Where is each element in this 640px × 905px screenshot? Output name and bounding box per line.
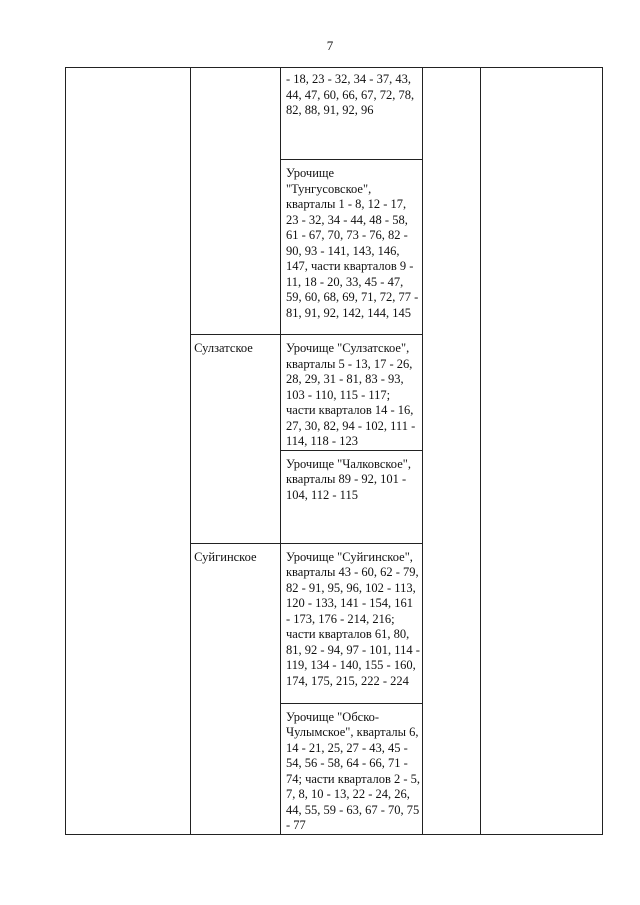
empty-cell (423, 68, 481, 835)
tract-description: Урочище "Сулзатское", кварталы 5 - 13, 17 - 26, 28, 29, 31 - 81, 83 - 93, 103 - 110, 115 - 117; части кварталов 14 - 16, 27, 30, 82, 94 - 102, 111 - 114, 118 - 123 (285, 341, 416, 448)
forestry-cell (191, 543, 281, 834)
forestry-name: Сулзатское (194, 341, 253, 355)
empty-cell (480, 68, 602, 835)
page-number: 7 (326, 38, 334, 53)
description-cell (280, 703, 422, 834)
table-row (66, 68, 603, 160)
tract-description: - 18, 23 - 32, 34 - 37, 43, 44, 47, 60, 66, 67, 72, 78, 82, 88, 91, 92, 96 (285, 72, 415, 117)
forestry-cell (191, 68, 281, 335)
tract-description: Урочище "Чалковское", кварталы 89 - 92, 101 - 104, 112 - 115 (285, 456, 411, 502)
description-cell (280, 335, 422, 451)
forest-areas-table (65, 67, 603, 835)
forestry-cell (191, 335, 281, 544)
description-cell (280, 543, 422, 703)
region-cell (66, 68, 191, 835)
tract-description: Урочище "Суйгинское", кварталы 43 - 60, 62 - 79, 82 - 91, 95, 96, 102 - 113, 120 - 133, 141 - 154, 161 - 173, 176 - 214, 216; части кварталов 61, 80, 81, 92 - 94, 97 - 101, 114 - 119, 134 - 140, 155 - 160, 174, 175, 215, 222 - 224 (285, 549, 420, 688)
forestry-name: Суйгинское (194, 549, 257, 564)
forestry-name (191, 68, 280, 72)
description-cell (280, 160, 422, 335)
description-cell (280, 68, 422, 160)
description-cell (280, 450, 422, 543)
tract-description: Урочище "Тунгусовское", кварталы 1 - 8, 12 - 17, 23 - 32, 34 - 44, 48 - 58, 61 - 67, 70, 73 - 76, 82 - 90, 93 - 141, 143, 146, 147, части кварталов 9 - 11, 18 - 20, 33, 45 - 47, 59, 60, 68, 69, 71, 72, 77 - 81, 91, 92, 142, 144, 145 (285, 166, 419, 320)
tract-description: Урочище "Обско-Чулымское", кварталы 6, 14 - 21, 25, 27 - 43, 45 - 54, 56 - 58, 64 - 66, 71 - 74; части кварталов 2 - 5, 7, 8, 10 - 13, 22 - 24, 26, 44, 55, 59 - 63, 67 - 70, 75 - 77 (285, 709, 421, 832)
